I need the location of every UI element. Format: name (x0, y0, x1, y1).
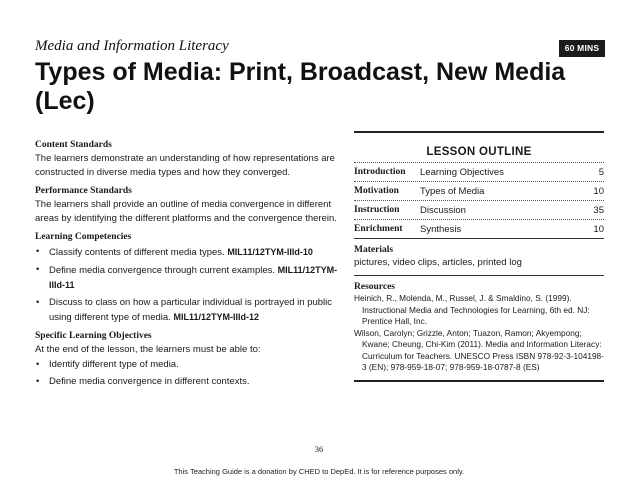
materials-block (354, 238, 604, 275)
list-item (35, 263, 345, 293)
resource-item: Heinich, R., Molenda, M., Russel, J. & Smaldino, S. (1999). Instructional Media and Technologies for Learning, 6th ed. NJ: Prentice Hall, Inc. (354, 293, 590, 326)
lesson-outline-panel (354, 131, 604, 382)
content-standards-heading: Content Standards (35, 140, 112, 150)
objectives-list (35, 358, 345, 389)
performance-standards-text: The learners shall provide an outline of media convergence in different areas by identifying the different platforms and the convergence therein. (35, 199, 337, 224)
outline-minutes: 10 (593, 185, 604, 197)
materials-text: pictures, video clips, articles, printed log (354, 257, 522, 268)
resource-item: Wilson, Carolyn; Grizzle, Anton; Tuazon, Ramon; Akyempong; Kwane; Cheung, Chi-Kim (2011). Media and Information Literacy: Curriculum for Teachers. UNESCO Press ISBN 978-92-3-104198-3 (EN); 978-959-18-07; 978-959-18-0787-8 (ES) (354, 327, 604, 372)
resources-block (354, 275, 604, 380)
resources-heading: Resources (354, 282, 395, 292)
outline-phase: Instruction (354, 205, 400, 215)
learning-competencies-heading: Learning Competencies (35, 232, 132, 242)
materials-heading: Materials (354, 245, 394, 255)
performance-standards-heading: Performance Standards (35, 186, 132, 196)
outline-minutes: 5 (598, 166, 604, 178)
outline-minutes: 35 (593, 204, 604, 216)
outline-row (354, 200, 604, 219)
competency-text: Discuss to class on how a particular individual is portrayed in public using different type of media. (49, 297, 333, 323)
outline-topic: Learning Objectives (420, 166, 504, 178)
specific-objectives-intro: At the end of the lesson, the learners must be able to: (35, 344, 261, 355)
outline-phase: Enrichment (354, 224, 403, 234)
footer-disclaimer: This Teaching Guide is a donation by CHED to DepEd. It is for reference purposes only. (173, 467, 465, 476)
page-number: 36 (314, 444, 324, 454)
list-item (35, 296, 345, 325)
outline-row (354, 181, 604, 200)
specific-objectives-heading: Specific Learning Objectives (35, 331, 152, 341)
outline-phase: Introduction (354, 167, 406, 177)
page-title: Types of Media: Print, Broadcast, New Media (Lec) (35, 58, 566, 115)
duration-badge: 60 MINS (559, 40, 605, 57)
outline-minutes: 10 (593, 223, 604, 235)
competencies-list (35, 245, 345, 325)
list-item: • Identify different type of media. (35, 358, 345, 372)
list-item: • Define media convergence in different contexts. (35, 375, 345, 389)
competency-text: Define media convergence through current examples. (49, 265, 278, 276)
outline-topic: Discussion (420, 204, 466, 216)
left-column (35, 139, 345, 392)
outline-phase: Motivation (354, 186, 399, 196)
outline-topic: Synthesis (420, 223, 462, 235)
competency-code: MIL11/12TYM-IIId-11 (49, 265, 338, 290)
subject-label: Media and Information Literacy (35, 38, 229, 54)
competency-text: Classify contents of different media types. (49, 247, 228, 258)
content-standards-text: The learners demonstrate an understanding of how representations are constructed in diverse media types and how they converged. (35, 153, 335, 178)
list-item (35, 245, 345, 260)
competency-code: MIL11/12TYM-IIId-12 (173, 312, 259, 322)
outline-topic: Types of Media (420, 185, 485, 197)
lesson-outline-title: LESSON OUTLINE (426, 146, 532, 158)
outline-row (354, 219, 604, 238)
resources-list (354, 293, 604, 374)
outline-row (354, 162, 604, 181)
competency-code: MIL11/12TYM-IIId-10 (227, 247, 313, 257)
